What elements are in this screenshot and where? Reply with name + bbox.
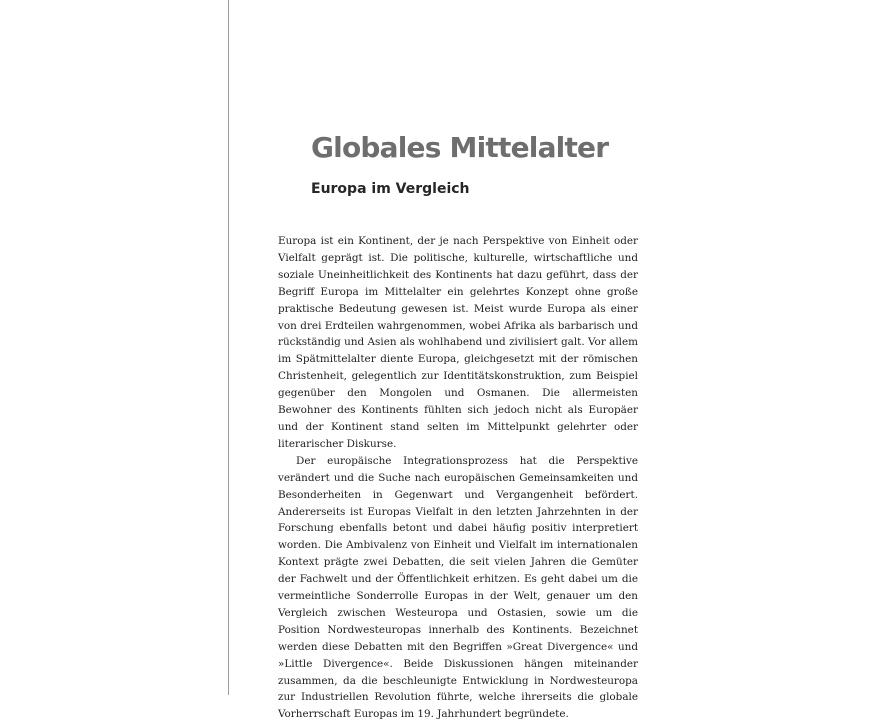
paragraph-1: Europa ist ein Kontinent, der je nach Perspektive von Einheit oder Vielfalt geprägt ist. Die politische, kulturelle, wirtschaftliche und soziale Uneinheitlichkeit des Kontinents hat dazu geführt, dass der Begriff Europa im Mittelalter ein gelehrtes Konzept ohne große praktische Bedeutung gewesen ist. Meist wurde Europa als einer von drei Erdteilen wahrgenommen, wobei Afrika als barbarisch und rückständig und Asien als wohlhabend und zivilisiert galt. Vor allem im Spätmittelalter diente Europa, gleichgesetzt mit der römischen Christenheit, gelegentlich zur Identitätskonstruktion, zum Beispiel gegenüber den Mongolen und Osmanen. Die allermeisten Bewohner des Kontinents fühlten sich jedoch nicht als Europäer und der Kontinent stand selten im Mittelpunkt gelehrter oder literarischer Diskurse. xyxy=(278,235,638,450)
paragraph-2: Der europäische Integrationsprozess hat die Perspektive verändert und die Suche nach europäischen Gemeinsamkeiten und Besonderheiten in Gegenwart und Vergangenheit befördert. Andererseits ist Europas Vielfalt in den letzten Jahrzehnten in der Forschung ebenfalls betont und dabei häufig positiv interpretiert worden. Die Ambivalenz von Einheit und Vielfalt im internationalen Kontext prägte zwei Debatten, die seit vielen Jahren die Gemüter der Fachwelt und der Öffentlichkeit erhitzen. Es geht dabei um die vermeintliche Sonderrolle Europas in der Welt, genauer um den Vergleich zwischen Westeuropa und Ostasien, sowie um die Position Nordwesteuropas innerhalb des Kontinents. Bezeichnet werden diese Debatten mit den Begriffen »Great Divergence« und »Little Divergence«. Beide Diskussionen hängen miteinander zusammen, da die beschleunigte Entwicklung in Nordwesteuropa zur Industriellen Revolution führte, welche ihrerseits die globale Vorherrschaft Europas im 19. Jahrhundert begründete. xyxy=(278,454,638,721)
chapter-subtitle: Europa im Vergleich xyxy=(311,181,470,197)
page-edge-rule xyxy=(228,0,229,695)
chapter-title: Globales Mittelalter xyxy=(311,131,609,164)
body-text xyxy=(278,233,638,723)
